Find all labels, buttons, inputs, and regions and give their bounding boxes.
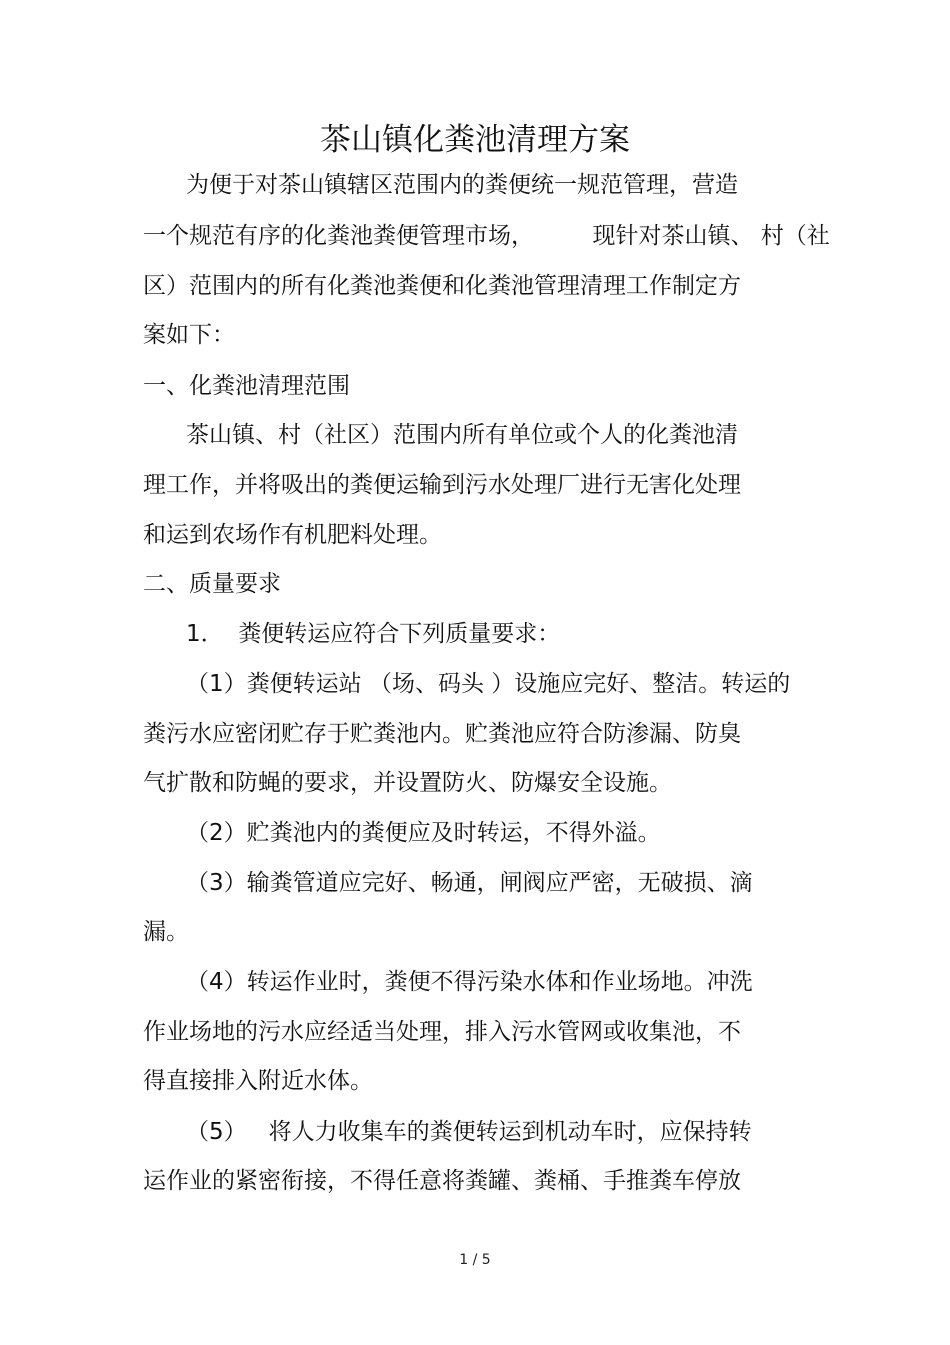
paragraph-line: 为便于对茶山镇辖区范围内的粪便统一规范管理，营造 (186, 172, 738, 198)
paragraph-line: （2）贮粪池内的粪便应及时转运，不得外溢。 (186, 820, 661, 846)
paragraph-line: 得直接排入附近水体。 (143, 1068, 373, 1094)
paragraph-line: 理工作，并将吸出的粪便运输到污水处理厂进行无害化处理 (143, 472, 741, 498)
paragraph-line: 气扩散和防蝇的要求，并设置防火、防爆安全设施。 (143, 770, 672, 796)
paragraph-line: 粪污水应密闭贮存于贮粪池内。贮粪池应符合防渗漏、防臭 (143, 721, 741, 747)
paragraph-line: （1）粪便转运站 （场、码头 ）设施应完好、整洁。转运的 (186, 671, 791, 697)
paragraph-line: （4）转运作业时，粪便不得污染水体和作业场地。冲洗 (186, 969, 753, 995)
list-item: 1． 粪便转运应符合下列质量要求： (186, 621, 561, 647)
paragraph-line: 漏。 (143, 919, 189, 945)
document-title: 茶山镇化粪池清理方案 (320, 122, 630, 158)
paragraph-line: 一个规范有序的化粪池粪便管理市场， 现针对茶山镇、 村（社 (143, 223, 830, 249)
paragraph-line: （3）输粪管道应完好、畅通，闸阀应严密，无破损、滴 (186, 870, 753, 896)
page-number: 1 / 5 (459, 1252, 491, 1268)
section-heading: 二、质量要求 (143, 571, 281, 597)
paragraph-line: 区）范围内的所有化粪池粪便和化粪池管理清理工作制定方 (143, 273, 741, 299)
paragraph-line: 运作业的紧密衔接，不得任意将粪罐、粪桶、手推粪车停放 (143, 1168, 741, 1194)
paragraph-line: 案如下： (143, 322, 235, 348)
paragraph-line: 茶山镇、村（社区）范围内所有单位或个人的化粪池清 (186, 422, 738, 448)
paragraph-line: 作业场地的污水应经适当处理，排入污水管网或收集池，不 (143, 1019, 741, 1045)
section-heading: 一、化粪池清理范围 (143, 373, 350, 399)
paragraph-line: 和运到农场作有机肥料处理。 (143, 522, 442, 548)
paragraph-line: （5） 将人力收集车的粪便转运到机动车时，应保持转 (186, 1119, 752, 1145)
